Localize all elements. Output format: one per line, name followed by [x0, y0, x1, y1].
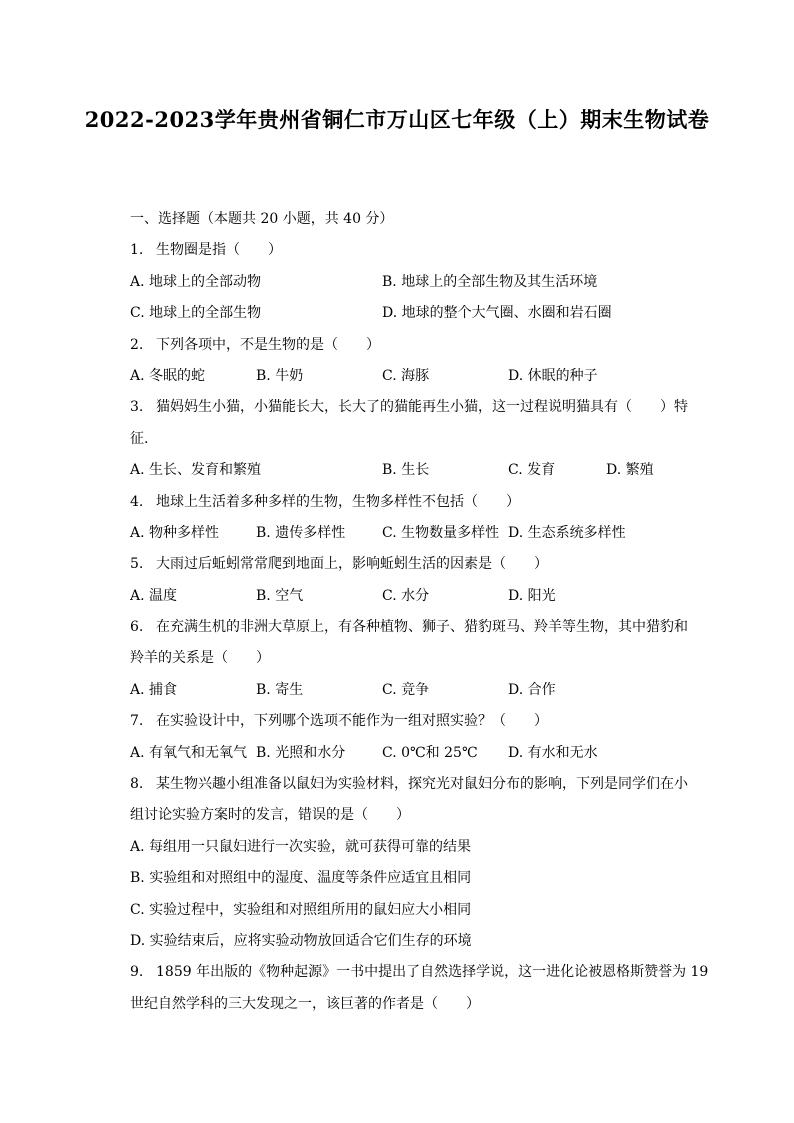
option-c[interactable]: C. 海豚 [382, 367, 430, 384]
question-5 [130, 549, 690, 580]
option-d[interactable]: D. 合作 [508, 681, 556, 698]
option-a[interactable]: A. 每组用一只鼠妇进行一次实验，就可获得可靠的结果 [130, 838, 472, 855]
option-d[interactable]: D. 阳光 [508, 587, 556, 604]
option-a[interactable]: A. 生长、发育和繁殖 [130, 462, 262, 479]
option-c[interactable]: C. 生物数量多样性 [382, 524, 500, 541]
question-7 [130, 706, 690, 737]
option-a[interactable]: A. 捕食 [130, 681, 178, 698]
options-row [130, 298, 690, 329]
question-9 [130, 957, 709, 988]
question-list [130, 204, 709, 1020]
option-b[interactable]: B. 生长 [382, 462, 430, 479]
option-d[interactable]: D. 生态系统多样性 [508, 524, 626, 541]
page-title: 2022-2023学年贵州省铜仁市万山区七年级（上）期末生物试卷 [84, 107, 710, 132]
option-b[interactable]: B. 地球上的全部生物及其生活环境 [382, 273, 598, 290]
question-text: 在实验设计中，下列哪个选项不能作为一组对照实验？（ ） [156, 713, 548, 730]
question-number: 2. [130, 336, 144, 353]
question-number: 5. [130, 556, 144, 573]
question-text-continued: 羚羊的关系是（ ） [130, 650, 270, 667]
option-d[interactable]: D. 地球的整个大气圈、水圈和岩石圈 [382, 305, 612, 322]
question-text: 猫妈妈生小猫，小猫能长大，长大了的猫能再生小猫，这一过程说明猫具有（ ）特 [156, 399, 688, 416]
question-text-continued: 征. [130, 430, 149, 447]
question-text-continued: 世纪自然学科的三大发现之一，该巨著的作者是（ ） [130, 995, 480, 1012]
option-b[interactable]: B. 光照和水分 [256, 744, 346, 761]
options-row [130, 361, 690, 392]
question-8 [130, 769, 690, 800]
option-b[interactable]: B. 空气 [256, 587, 304, 604]
options-row [130, 581, 690, 612]
options-row [130, 518, 690, 549]
option-c[interactable]: C. 实验过程中，实验组和对照组所用的鼠妇应大小相同 [130, 901, 472, 918]
option-c[interactable]: C. 水分 [382, 587, 430, 604]
question-1 [130, 235, 690, 266]
question-4 [130, 487, 690, 518]
option-b[interactable]: B. 实验组和对照组中的湿度、温度等条件应适宜且相同 [130, 870, 472, 887]
option-a[interactable]: A. 冬眠的蛇 [130, 367, 206, 384]
question-number: 6. [130, 619, 144, 636]
option-d[interactable]: D. 繁殖 [606, 462, 654, 479]
question-text: 生物圈是指（ ） [156, 242, 282, 259]
option-c[interactable]: C. 发育 [508, 462, 556, 479]
option-c[interactable]: C. 地球上的全部生物 [130, 305, 262, 322]
option-d[interactable]: D. 实验结束后，应将实验动物放回适合它们生存的环境 [130, 932, 472, 949]
option-b[interactable]: B. 寄生 [256, 681, 304, 698]
option-c[interactable]: C. 竞争 [382, 681, 430, 698]
option-d[interactable]: D. 有水和无水 [508, 744, 598, 761]
option-b[interactable]: B. 遗传多样性 [256, 524, 346, 541]
question-3 [130, 392, 690, 423]
options-row [130, 738, 690, 769]
options-row [130, 267, 690, 298]
question-text: 1859 年出版的《物种起源》一书中提出了自然选择学说，这一进化论被恩格斯赞誉为 19 [156, 964, 709, 981]
question-number: 8. [130, 776, 144, 793]
question-number: 9. [130, 964, 144, 981]
question-text: 大雨过后蚯蚓常常爬到地面上，影响蚯蚓生活的因素是（ ） [156, 556, 548, 573]
option-b[interactable]: B. 牛奶 [256, 367, 304, 384]
question-number: 1. [130, 242, 144, 259]
option-a[interactable]: A. 地球上的全部动物 [130, 273, 262, 290]
options-row [130, 455, 690, 486]
option-c[interactable]: C. 0℃和 25℃ [382, 744, 478, 761]
option-a[interactable]: A. 有氧气和无氧气 [130, 744, 248, 761]
option-a[interactable]: A. 温度 [130, 587, 178, 604]
question-text: 某生物兴趣小组准备以鼠妇为实验材料，探究光对鼠妇分布的影响，下列是同学们在小 [156, 776, 688, 793]
question-6 [130, 612, 690, 643]
question-number: 4. [130, 493, 144, 510]
options-row [130, 675, 690, 706]
question-2 [130, 330, 690, 361]
section-heading: 一、选择题（本题共 20 小题，共 40 分） [130, 211, 394, 227]
question-text: 在充满生机的非洲大草原上，有各种植物、狮子、猎豹斑马、羚羊等生物，其中猎豹和 [156, 619, 688, 636]
question-text-continued: 组讨论实验方案时的发言，错误的是（ ） [130, 807, 410, 824]
question-number: 3. [130, 399, 144, 416]
question-text: 下列各项中，不是生物的是（ ） [156, 336, 380, 353]
question-text: 地球上生活着多种多样的生物，生物多样性不包括（ ） [156, 493, 520, 510]
question-number: 7. [130, 713, 144, 730]
option-a[interactable]: A. 物种多样性 [130, 524, 220, 541]
option-d[interactable]: D. 休眠的种子 [508, 367, 598, 384]
